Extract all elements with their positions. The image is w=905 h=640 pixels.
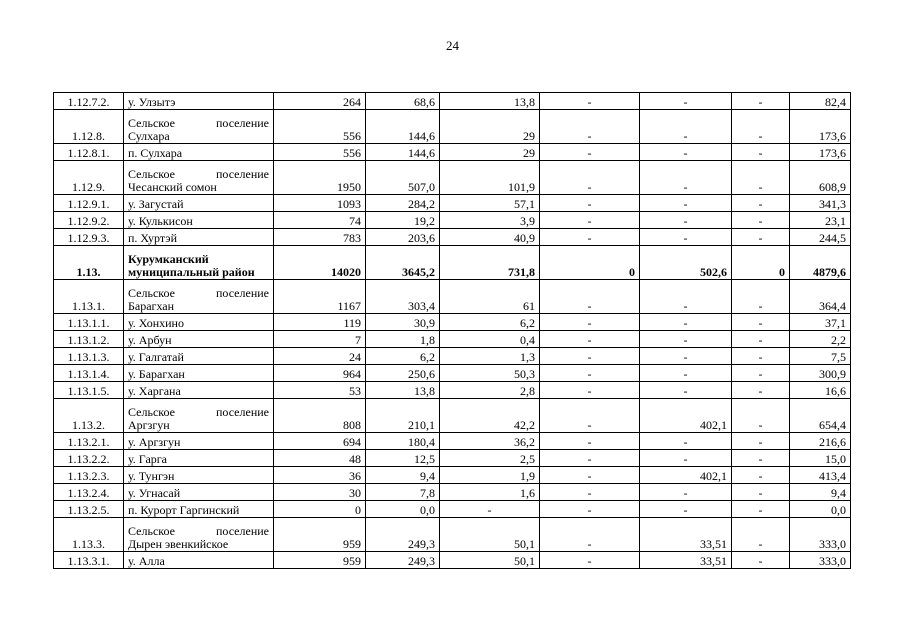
table-row bbox=[54, 484, 851, 501]
cell-c6: - bbox=[732, 382, 790, 399]
cell-c5: 402,1 bbox=[640, 467, 732, 484]
cell-c6: - bbox=[732, 110, 790, 144]
cell-c1: 1167 bbox=[274, 280, 366, 314]
cell-c1: 53 bbox=[274, 382, 366, 399]
row-name-line: у. Угнасай bbox=[128, 486, 181, 500]
cell-c1: 0 bbox=[274, 501, 366, 518]
cell-c7: 4879,6 bbox=[790, 246, 851, 280]
cell-c7: 37,1 bbox=[790, 314, 851, 331]
cell-c4: - bbox=[540, 110, 640, 144]
cell-c7: 82,4 bbox=[790, 93, 851, 110]
row-name bbox=[124, 195, 274, 212]
row-name bbox=[124, 93, 274, 110]
row-name-line: Сулхара bbox=[128, 129, 170, 143]
cell-c2: 250,6 bbox=[366, 365, 440, 382]
row-name-line: у. Улзытэ bbox=[128, 95, 176, 109]
row-code: 1.13.2.1. bbox=[54, 433, 124, 450]
row-name bbox=[124, 348, 274, 365]
row-name-line: п. Сулхара bbox=[128, 146, 183, 160]
cell-c4: - bbox=[540, 144, 640, 161]
row-code: 1.12.8. bbox=[54, 110, 124, 144]
cell-c1: 694 bbox=[274, 433, 366, 450]
cell-c1: 1093 bbox=[274, 195, 366, 212]
row-name bbox=[124, 212, 274, 229]
cell-c7: 2,2 bbox=[790, 331, 851, 348]
cell-c7: 654,4 bbox=[790, 399, 851, 433]
cell-c5: - bbox=[640, 450, 732, 467]
cell-c7: 300,9 bbox=[790, 365, 851, 382]
cell-c2: 12,5 bbox=[366, 450, 440, 467]
row-code: 1.12.7.2. bbox=[54, 93, 124, 110]
cell-c5: - bbox=[640, 161, 732, 195]
row-code: 1.12.8.1. bbox=[54, 144, 124, 161]
cell-c4: - bbox=[540, 195, 640, 212]
cell-c6: 0 bbox=[732, 246, 790, 280]
cell-c4: - bbox=[540, 314, 640, 331]
cell-c6: - bbox=[732, 93, 790, 110]
cell-c5: - bbox=[640, 144, 732, 161]
row-name bbox=[124, 399, 274, 433]
table-row bbox=[54, 195, 851, 212]
table-row bbox=[54, 399, 851, 433]
row-name-line: у. Тунгэн bbox=[128, 469, 175, 483]
cell-c5: 402,1 bbox=[640, 399, 732, 433]
row-code: 1.13. bbox=[54, 246, 124, 280]
row-name bbox=[124, 484, 274, 501]
cell-c4: - bbox=[540, 450, 640, 467]
table-row bbox=[54, 433, 851, 450]
cell-c1: 556 bbox=[274, 144, 366, 161]
cell-c2: 3645,2 bbox=[366, 246, 440, 280]
cell-c3: 40,9 bbox=[440, 229, 540, 246]
table-row bbox=[54, 161, 851, 195]
cell-c2: 9,4 bbox=[366, 467, 440, 484]
row-name-line: Аргзгун bbox=[128, 418, 170, 432]
cell-c2: 19,2 bbox=[366, 212, 440, 229]
data-table bbox=[53, 92, 851, 569]
row-name-line: у. Арбун bbox=[128, 333, 172, 347]
row-name-line: Сельское поселение bbox=[128, 524, 269, 538]
row-name bbox=[124, 467, 274, 484]
cell-c4: - bbox=[540, 93, 640, 110]
cell-c5: - bbox=[640, 433, 732, 450]
table-row bbox=[54, 552, 851, 569]
row-name-line: у. Загустай bbox=[128, 197, 184, 211]
cell-c4: - bbox=[540, 501, 640, 518]
cell-c7: 15,0 bbox=[790, 450, 851, 467]
cell-c7: 173,6 bbox=[790, 144, 851, 161]
cell-c4: - bbox=[540, 484, 640, 501]
cell-c7: 341,3 bbox=[790, 195, 851, 212]
cell-c1: 48 bbox=[274, 450, 366, 467]
row-code: 1.12.9.1. bbox=[54, 195, 124, 212]
cell-c5: - bbox=[640, 280, 732, 314]
cell-c5: - bbox=[640, 484, 732, 501]
cell-c3: 731,8 bbox=[440, 246, 540, 280]
cell-c4: - bbox=[540, 331, 640, 348]
page-number: 24 bbox=[446, 38, 459, 53]
cell-c3: 101,9 bbox=[440, 161, 540, 195]
cell-c6: - bbox=[732, 331, 790, 348]
cell-c4: - bbox=[540, 433, 640, 450]
cell-c4: - bbox=[540, 212, 640, 229]
cell-c4: - bbox=[540, 229, 640, 246]
cell-c5: - bbox=[640, 331, 732, 348]
cell-c2: 0,0 bbox=[366, 501, 440, 518]
row-name bbox=[124, 331, 274, 348]
row-name-line: Барагхан bbox=[128, 299, 175, 313]
cell-c3: 2,8 bbox=[440, 382, 540, 399]
cell-c1: 1950 bbox=[274, 161, 366, 195]
cell-c5: - bbox=[640, 229, 732, 246]
row-code: 1.13.3.1. bbox=[54, 552, 124, 569]
cell-c6: - bbox=[732, 161, 790, 195]
row-code: 1.13.1.4. bbox=[54, 365, 124, 382]
row-code: 1.12.9.3. bbox=[54, 229, 124, 246]
cell-c5: - bbox=[640, 212, 732, 229]
cell-c6: - bbox=[732, 552, 790, 569]
cell-c3: 50,1 bbox=[440, 552, 540, 569]
cell-c2: 180,4 bbox=[366, 433, 440, 450]
row-code: 1.13.1.5. bbox=[54, 382, 124, 399]
cell-c7: 608,9 bbox=[790, 161, 851, 195]
row-name-line: Курумканский bbox=[128, 252, 209, 266]
row-code: 1.13.1.2. bbox=[54, 331, 124, 348]
table-row bbox=[54, 110, 851, 144]
cell-c7: 0,0 bbox=[790, 501, 851, 518]
cell-c2: 144,6 bbox=[366, 144, 440, 161]
cell-c6: - bbox=[732, 280, 790, 314]
cell-c1: 30 bbox=[274, 484, 366, 501]
cell-c3: 50,1 bbox=[440, 518, 540, 552]
cell-c5: - bbox=[640, 314, 732, 331]
cell-c2: 203,6 bbox=[366, 229, 440, 246]
row-name bbox=[124, 365, 274, 382]
cell-c6: - bbox=[732, 195, 790, 212]
cell-c3: 2,5 bbox=[440, 450, 540, 467]
cell-c6: - bbox=[732, 348, 790, 365]
cell-c3: 3,9 bbox=[440, 212, 540, 229]
cell-c2: 284,2 bbox=[366, 195, 440, 212]
cell-c5: 33,51 bbox=[640, 518, 732, 552]
cell-c6: - bbox=[732, 450, 790, 467]
cell-c5: - bbox=[640, 348, 732, 365]
cell-c6: - bbox=[732, 144, 790, 161]
cell-c1: 959 bbox=[274, 552, 366, 569]
row-name bbox=[124, 450, 274, 467]
table-row bbox=[54, 365, 851, 382]
row-name-line: Чесанский сомон bbox=[128, 180, 217, 194]
cell-c4: - bbox=[540, 467, 640, 484]
cell-c3: 50,3 bbox=[440, 365, 540, 382]
cell-c4: - bbox=[540, 365, 640, 382]
table-row bbox=[54, 501, 851, 518]
row-name-line: у. Хонхино bbox=[128, 316, 184, 330]
cell-c5: - bbox=[640, 110, 732, 144]
row-name bbox=[124, 280, 274, 314]
row-name bbox=[124, 552, 274, 569]
cell-c6: - bbox=[732, 501, 790, 518]
cell-c1: 264 bbox=[274, 93, 366, 110]
cell-c4: - bbox=[540, 399, 640, 433]
cell-c4: 0 bbox=[540, 246, 640, 280]
cell-c2: 144,6 bbox=[366, 110, 440, 144]
row-name bbox=[124, 229, 274, 246]
cell-c1: 36 bbox=[274, 467, 366, 484]
row-code: 1.12.9.2. bbox=[54, 212, 124, 229]
table-row bbox=[54, 280, 851, 314]
table-row bbox=[54, 212, 851, 229]
row-name bbox=[124, 314, 274, 331]
cell-c4: - bbox=[540, 382, 640, 399]
cell-c2: 507,0 bbox=[366, 161, 440, 195]
row-code: 1.13.3. bbox=[54, 518, 124, 552]
row-code: 1.13.2.5. bbox=[54, 501, 124, 518]
cell-c5: 502,6 bbox=[640, 246, 732, 280]
cell-c2: 7,8 bbox=[366, 484, 440, 501]
table-row bbox=[54, 467, 851, 484]
cell-c5: - bbox=[640, 195, 732, 212]
row-name-line: у. Гарга bbox=[128, 452, 168, 466]
row-code: 1.12.9. bbox=[54, 161, 124, 195]
cell-c1: 119 bbox=[274, 314, 366, 331]
cell-c3: 13,8 bbox=[440, 93, 540, 110]
row-code: 1.13.1.3. bbox=[54, 348, 124, 365]
row-name bbox=[124, 518, 274, 552]
table-row bbox=[54, 93, 851, 110]
table-row bbox=[54, 144, 851, 161]
row-name bbox=[124, 501, 274, 518]
cell-c1: 14020 bbox=[274, 246, 366, 280]
cell-c7: 23,1 bbox=[790, 212, 851, 229]
row-name-line: п. Хуртэй bbox=[128, 231, 177, 245]
row-name bbox=[124, 382, 274, 399]
cell-c6: - bbox=[732, 212, 790, 229]
row-name-line: у. Барагхан bbox=[128, 367, 185, 381]
row-name-line: муниципальный район bbox=[128, 265, 255, 279]
cell-c6: - bbox=[732, 314, 790, 331]
row-name-line: у. Алла bbox=[128, 554, 165, 568]
table-row bbox=[54, 314, 851, 331]
row-name bbox=[124, 246, 274, 280]
row-name-line: у. Кулькисон bbox=[128, 214, 193, 228]
row-name bbox=[124, 110, 274, 144]
cell-c1: 783 bbox=[274, 229, 366, 246]
cell-c2: 1,8 bbox=[366, 331, 440, 348]
cell-c7: 413,4 bbox=[790, 467, 851, 484]
cell-c4: - bbox=[540, 348, 640, 365]
cell-c6: - bbox=[732, 229, 790, 246]
cell-c1: 556 bbox=[274, 110, 366, 144]
cell-c3: 42,2 bbox=[440, 399, 540, 433]
cell-c5: 33,51 bbox=[640, 552, 732, 569]
row-name-line: у. Галгатай bbox=[128, 350, 184, 364]
cell-c2: 303,4 bbox=[366, 280, 440, 314]
cell-c2: 13,8 bbox=[366, 382, 440, 399]
cell-c4: - bbox=[540, 552, 640, 569]
table-row bbox=[54, 450, 851, 467]
row-name-line: Сельское поселение bbox=[128, 167, 269, 181]
cell-c6: - bbox=[732, 399, 790, 433]
cell-c1: 74 bbox=[274, 212, 366, 229]
row-name-line: у. Аргзгун bbox=[128, 435, 181, 449]
cell-c5: - bbox=[640, 382, 732, 399]
cell-c3: 61 bbox=[440, 280, 540, 314]
cell-c2: 249,3 bbox=[366, 552, 440, 569]
cell-c4: - bbox=[540, 161, 640, 195]
row-code: 1.13.1.1. bbox=[54, 314, 124, 331]
row-name-line: Сельское поселение bbox=[128, 286, 269, 300]
row-code: 1.13.2.4. bbox=[54, 484, 124, 501]
cell-c1: 24 bbox=[274, 348, 366, 365]
row-name bbox=[124, 161, 274, 195]
table-row bbox=[54, 246, 851, 280]
row-name-line: Сельское поселение bbox=[128, 405, 269, 419]
row-code: 1.13.1. bbox=[54, 280, 124, 314]
table-row bbox=[54, 518, 851, 552]
cell-c3: 0,4 bbox=[440, 331, 540, 348]
cell-c2: 68,6 bbox=[366, 93, 440, 110]
cell-c6: - bbox=[732, 518, 790, 552]
cell-c3: 1,6 bbox=[440, 484, 540, 501]
cell-c7: 16,6 bbox=[790, 382, 851, 399]
cell-c7: 333,0 bbox=[790, 518, 851, 552]
cell-c7: 173,6 bbox=[790, 110, 851, 144]
cell-c1: 964 bbox=[274, 365, 366, 382]
row-name bbox=[124, 144, 274, 161]
row-code: 1.13.2.3. bbox=[54, 467, 124, 484]
cell-c7: 9,4 bbox=[790, 484, 851, 501]
row-name-line: у. Харгана bbox=[128, 384, 181, 398]
table-row bbox=[54, 348, 851, 365]
cell-c2: 30,9 bbox=[366, 314, 440, 331]
cell-c7: 333,0 bbox=[790, 552, 851, 569]
cell-c7: 216,6 bbox=[790, 433, 851, 450]
cell-c3: 6,2 bbox=[440, 314, 540, 331]
cell-c2: 210,1 bbox=[366, 399, 440, 433]
table-row bbox=[54, 382, 851, 399]
row-name-line: Дырен эвенкийское bbox=[128, 537, 229, 551]
cell-c5: - bbox=[640, 365, 732, 382]
cell-c5: - bbox=[640, 501, 732, 518]
cell-c1: 808 bbox=[274, 399, 366, 433]
cell-c3: 1,9 bbox=[440, 467, 540, 484]
cell-c3: 29 bbox=[440, 144, 540, 161]
cell-c7: 364,4 bbox=[790, 280, 851, 314]
cell-c2: 249,3 bbox=[366, 518, 440, 552]
cell-c7: 244,5 bbox=[790, 229, 851, 246]
row-code: 1.13.2. bbox=[54, 399, 124, 433]
cell-c4: - bbox=[540, 280, 640, 314]
table-row bbox=[54, 229, 851, 246]
row-name-line: п. Курорт Гаргинский bbox=[128, 503, 240, 517]
cell-c5: - bbox=[640, 93, 732, 110]
table-body bbox=[54, 93, 851, 569]
table-row bbox=[54, 331, 851, 348]
cell-c3: 57,1 bbox=[440, 195, 540, 212]
cell-c7: 7,5 bbox=[790, 348, 851, 365]
cell-c4: - bbox=[540, 518, 640, 552]
row-code: 1.13.2.2. bbox=[54, 450, 124, 467]
cell-c6: - bbox=[732, 484, 790, 501]
cell-c2: 6,2 bbox=[366, 348, 440, 365]
cell-c6: - bbox=[732, 433, 790, 450]
cell-c3: 29 bbox=[440, 110, 540, 144]
cell-c6: - bbox=[732, 365, 790, 382]
cell-c1: 959 bbox=[274, 518, 366, 552]
cell-c3: 36,2 bbox=[440, 433, 540, 450]
cell-c1: 7 bbox=[274, 331, 366, 348]
row-name bbox=[124, 433, 274, 450]
row-name-line: Сельское поселение bbox=[128, 116, 269, 130]
cell-c6: - bbox=[732, 467, 790, 484]
cell-c3: - bbox=[440, 501, 540, 518]
cell-c3: 1,3 bbox=[440, 348, 540, 365]
